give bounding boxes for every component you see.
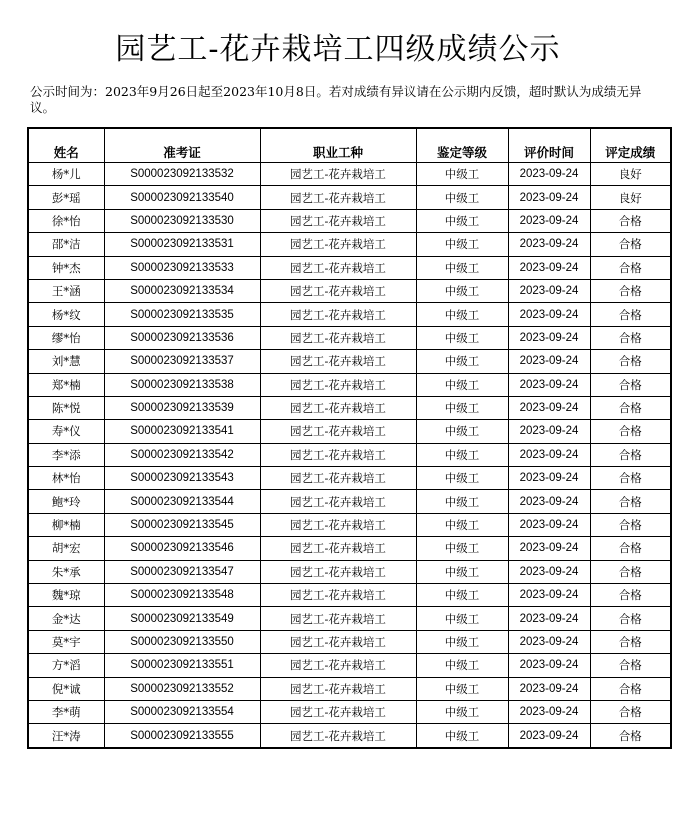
cell-level: 中级工: [416, 443, 508, 466]
cell-result: 合格: [590, 420, 671, 443]
cell-occupation: 园艺工-花卉栽培工: [260, 396, 416, 419]
table-row: [28, 654, 671, 677]
header-cert: 准考证: [104, 128, 260, 163]
cell-cert-number: S000023092133542: [104, 443, 260, 466]
cell-eval-date: 2023-09-24: [508, 607, 590, 630]
cell-name: 彭*瑶: [28, 186, 104, 209]
cell-name: 王*涵: [28, 279, 104, 302]
cell-eval-date: 2023-09-24: [508, 209, 590, 232]
cell-result: 合格: [590, 654, 671, 677]
cell-cert-number: S000023092133547: [104, 560, 260, 583]
cell-level: 中级工: [416, 256, 508, 279]
table-row: [28, 513, 671, 536]
cell-name: 朱*承: [28, 560, 104, 583]
table-row: [28, 186, 671, 209]
cell-eval-date: 2023-09-24: [508, 233, 590, 256]
cell-level: 中级工: [416, 700, 508, 723]
cell-level: 中级工: [416, 350, 508, 373]
cell-name: 杨*纹: [28, 303, 104, 326]
cell-cert-number: S000023092133530: [104, 209, 260, 232]
cell-cert-number: S000023092133548: [104, 584, 260, 607]
cell-level: 中级工: [416, 560, 508, 583]
cell-name: 林*怡: [28, 467, 104, 490]
table-row: [28, 630, 671, 653]
cell-occupation: 园艺工-花卉栽培工: [260, 233, 416, 256]
cell-eval-date: 2023-09-24: [508, 326, 590, 349]
cell-name: 李*添: [28, 443, 104, 466]
header-level: 鉴定等级: [416, 128, 508, 163]
table-header-row: [28, 128, 671, 163]
cell-level: 中级工: [416, 724, 508, 748]
cell-name: 郑*楠: [28, 373, 104, 396]
cell-name: 金*达: [28, 607, 104, 630]
cell-cert-number: S000023092133533: [104, 256, 260, 279]
cell-occupation: 园艺工-花卉栽培工: [260, 490, 416, 513]
cell-occupation: 园艺工-花卉栽培工: [260, 467, 416, 490]
cell-name: 柳*楠: [28, 513, 104, 536]
cell-cert-number: S000023092133555: [104, 724, 260, 748]
cell-name: 莫*宇: [28, 630, 104, 653]
cell-occupation: 园艺工-花卉栽培工: [260, 584, 416, 607]
cell-level: 中级工: [416, 233, 508, 256]
cell-cert-number: S000023092133551: [104, 654, 260, 677]
table-row: [28, 467, 671, 490]
cell-result: 合格: [590, 303, 671, 326]
cell-result: 合格: [590, 584, 671, 607]
table-row: [28, 209, 671, 232]
cell-level: 中级工: [416, 209, 508, 232]
cell-name: 方*滔: [28, 654, 104, 677]
cell-eval-date: 2023-09-24: [508, 560, 590, 583]
cell-cert-number: S000023092133541: [104, 420, 260, 443]
cell-occupation: 园艺工-花卉栽培工: [260, 420, 416, 443]
cell-level: 中级工: [416, 467, 508, 490]
cell-eval-date: 2023-09-24: [508, 677, 590, 700]
cell-result: 合格: [590, 490, 671, 513]
cell-level: 中级工: [416, 279, 508, 302]
cell-eval-date: 2023-09-24: [508, 256, 590, 279]
cell-result: 合格: [590, 724, 671, 748]
cell-occupation: 园艺工-花卉栽培工: [260, 279, 416, 302]
cell-name: 胡*宏: [28, 537, 104, 560]
cell-eval-date: 2023-09-24: [508, 373, 590, 396]
cell-occupation: 园艺工-花卉栽培工: [260, 373, 416, 396]
cell-cert-number: S000023092133550: [104, 630, 260, 653]
cell-cert-number: S000023092133537: [104, 350, 260, 373]
table-row: [28, 560, 671, 583]
cell-cert-number: S000023092133552: [104, 677, 260, 700]
cell-level: 中级工: [416, 326, 508, 349]
cell-level: 中级工: [416, 513, 508, 536]
header-occupation: 职业工种: [260, 128, 416, 163]
cell-cert-number: S000023092133554: [104, 700, 260, 723]
cell-occupation: 园艺工-花卉栽培工: [260, 654, 416, 677]
cell-name: 寿*仪: [28, 420, 104, 443]
cell-level: 中级工: [416, 537, 508, 560]
cell-name: 魏*琼: [28, 584, 104, 607]
cell-occupation: 园艺工-花卉栽培工: [260, 163, 416, 186]
cell-level: 中级工: [416, 373, 508, 396]
cell-result: 合格: [590, 700, 671, 723]
cell-occupation: 园艺工-花卉栽培工: [260, 724, 416, 748]
cell-occupation: 园艺工-花卉栽培工: [260, 256, 416, 279]
cell-cert-number: S000023092133546: [104, 537, 260, 560]
table-row: [28, 584, 671, 607]
cell-level: 中级工: [416, 677, 508, 700]
header-eval-date: 评价时间: [508, 128, 590, 163]
cell-level: 中级工: [416, 420, 508, 443]
cell-result: 合格: [590, 467, 671, 490]
cell-eval-date: 2023-09-24: [508, 537, 590, 560]
grades-table: [27, 127, 672, 749]
cell-name: 鲍*玲: [28, 490, 104, 513]
cell-occupation: 园艺工-花卉栽培工: [260, 537, 416, 560]
cell-eval-date: 2023-09-24: [508, 350, 590, 373]
cell-result: 合格: [590, 326, 671, 349]
cell-level: 中级工: [416, 303, 508, 326]
cell-eval-date: 2023-09-24: [508, 700, 590, 723]
table-row: [28, 700, 671, 723]
cell-name: 汪*涛: [28, 724, 104, 748]
cell-cert-number: S000023092133539: [104, 396, 260, 419]
cell-name: 倪*诚: [28, 677, 104, 700]
cell-eval-date: 2023-09-24: [508, 584, 590, 607]
cell-eval-date: 2023-09-24: [508, 163, 590, 186]
cell-level: 中级工: [416, 186, 508, 209]
table-row: [28, 607, 671, 630]
table-row: [28, 396, 671, 419]
page-title: 园艺工-花卉栽培工四级成绩公示: [115, 32, 561, 67]
cell-occupation: 园艺工-花卉栽培工: [260, 607, 416, 630]
cell-result: 合格: [590, 513, 671, 536]
cell-result: 合格: [590, 373, 671, 396]
cell-name: 钟*杰: [28, 256, 104, 279]
table-row: [28, 373, 671, 396]
cell-cert-number: S000023092133549: [104, 607, 260, 630]
notice-text: 公示时间为：2023年9月26日起至2023年10月8日。若对成绩有异议请在公示期内反馈，超时默认为成绩无异议。: [30, 84, 642, 115]
cell-name: 缪*怡: [28, 326, 104, 349]
cell-eval-date: 2023-09-24: [508, 420, 590, 443]
cell-cert-number: S000023092133538: [104, 373, 260, 396]
cell-cert-number: S000023092133543: [104, 467, 260, 490]
cell-result: 合格: [590, 677, 671, 700]
cell-result: 合格: [590, 209, 671, 232]
cell-eval-date: 2023-09-24: [508, 303, 590, 326]
cell-result: 合格: [590, 607, 671, 630]
cell-occupation: 园艺工-花卉栽培工: [260, 677, 416, 700]
table-row: [28, 233, 671, 256]
cell-name: 邵*洁: [28, 233, 104, 256]
cell-cert-number: S000023092133531: [104, 233, 260, 256]
cell-cert-number: S000023092133545: [104, 513, 260, 536]
header-name: 姓名: [28, 128, 104, 163]
cell-level: 中级工: [416, 396, 508, 419]
cell-eval-date: 2023-09-24: [508, 396, 590, 419]
table-row: [28, 443, 671, 466]
table-body: [28, 163, 671, 748]
table-row: [28, 537, 671, 560]
table-row: [28, 677, 671, 700]
table-row: [28, 279, 671, 302]
cell-level: 中级工: [416, 490, 508, 513]
cell-occupation: 园艺工-花卉栽培工: [260, 303, 416, 326]
cell-cert-number: S000023092133544: [104, 490, 260, 513]
cell-eval-date: 2023-09-24: [508, 630, 590, 653]
cell-level: 中级工: [416, 163, 508, 186]
cell-name: 徐*怡: [28, 209, 104, 232]
cell-result: 良好: [590, 186, 671, 209]
cell-name: 刘*慧: [28, 350, 104, 373]
cell-name: 杨*儿: [28, 163, 104, 186]
table-row: [28, 256, 671, 279]
cell-cert-number: S000023092133532: [104, 163, 260, 186]
cell-occupation: 园艺工-花卉栽培工: [260, 700, 416, 723]
cell-result: 合格: [590, 537, 671, 560]
cell-occupation: 园艺工-花卉栽培工: [260, 350, 416, 373]
cell-level: 中级工: [416, 654, 508, 677]
cell-level: 中级工: [416, 630, 508, 653]
cell-cert-number: S000023092133534: [104, 279, 260, 302]
table-row: [28, 724, 671, 748]
cell-eval-date: 2023-09-24: [508, 443, 590, 466]
cell-cert-number: S000023092133536: [104, 326, 260, 349]
cell-level: 中级工: [416, 607, 508, 630]
cell-result: 合格: [590, 279, 671, 302]
table-row: [28, 303, 671, 326]
cell-occupation: 园艺工-花卉栽培工: [260, 443, 416, 466]
cell-result: 合格: [590, 630, 671, 653]
table-row: [28, 490, 671, 513]
cell-eval-date: 2023-09-24: [508, 724, 590, 748]
cell-result: 合格: [590, 350, 671, 373]
cell-occupation: 园艺工-花卉栽培工: [260, 326, 416, 349]
cell-result: 合格: [590, 396, 671, 419]
cell-eval-date: 2023-09-24: [508, 279, 590, 302]
header-result: 评定成绩: [590, 128, 671, 163]
cell-eval-date: 2023-09-24: [508, 490, 590, 513]
cell-cert-number: S000023092133535: [104, 303, 260, 326]
cell-occupation: 园艺工-花卉栽培工: [260, 513, 416, 536]
cell-occupation: 园艺工-花卉栽培工: [260, 560, 416, 583]
cell-level: 中级工: [416, 584, 508, 607]
cell-occupation: 园艺工-花卉栽培工: [260, 209, 416, 232]
cell-occupation: 园艺工-花卉栽培工: [260, 630, 416, 653]
table-row: [28, 420, 671, 443]
cell-occupation: 园艺工-花卉栽培工: [260, 186, 416, 209]
cell-result: 良好: [590, 163, 671, 186]
cell-result: 合格: [590, 256, 671, 279]
cell-result: 合格: [590, 443, 671, 466]
table-row: [28, 326, 671, 349]
cell-name: 陈*悦: [28, 396, 104, 419]
cell-eval-date: 2023-09-24: [508, 513, 590, 536]
cell-eval-date: 2023-09-24: [508, 186, 590, 209]
cell-name: 李*萌: [28, 700, 104, 723]
table-row: [28, 163, 671, 186]
cell-eval-date: 2023-09-24: [508, 654, 590, 677]
cell-cert-number: S000023092133540: [104, 186, 260, 209]
cell-result: 合格: [590, 560, 671, 583]
cell-eval-date: 2023-09-24: [508, 467, 590, 490]
table-row: [28, 350, 671, 373]
cell-result: 合格: [590, 233, 671, 256]
